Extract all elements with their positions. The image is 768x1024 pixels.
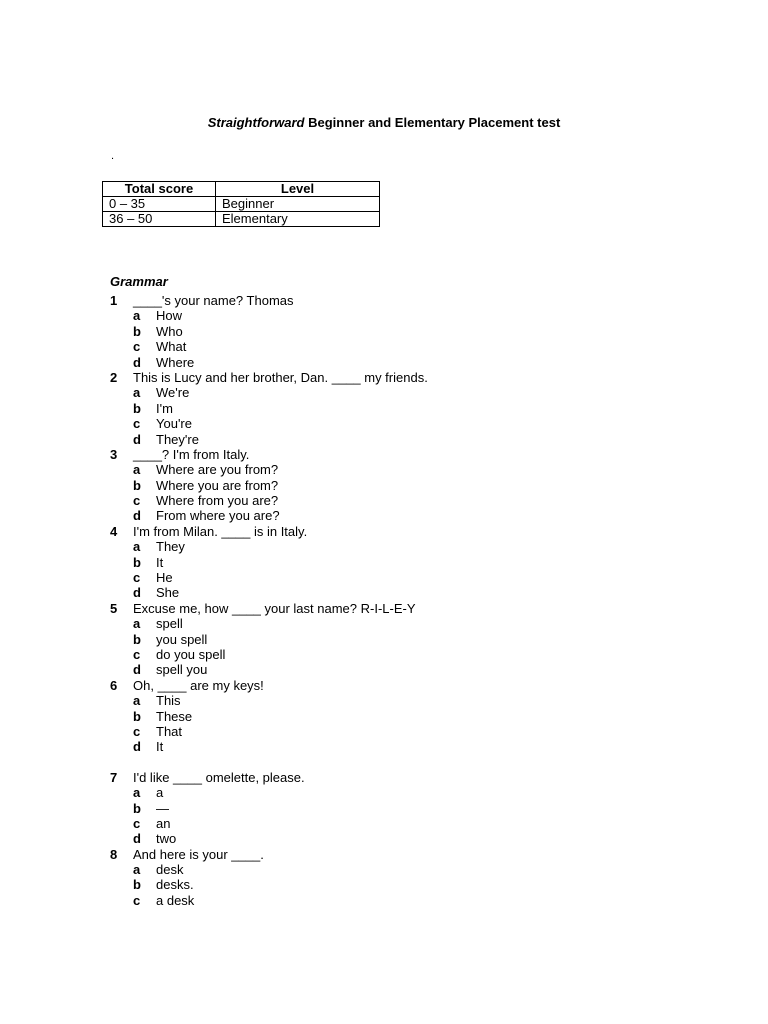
option-text: —	[156, 800, 169, 816]
answer-option	[110, 693, 710, 708]
answer-option	[110, 585, 710, 600]
option-letter: a	[133, 385, 141, 401]
option-text: It	[156, 554, 164, 570]
option-text: They	[156, 539, 185, 555]
question-item	[110, 601, 710, 678]
option-text: That	[156, 723, 183, 739]
option-letter: c	[133, 339, 141, 355]
question-text: Excuse me, how ____ your last name? R-I-L-E-Y	[133, 600, 416, 616]
option-letter: c	[133, 646, 141, 662]
answer-option	[110, 539, 710, 554]
table-row	[103, 212, 380, 227]
question-item	[110, 447, 710, 524]
option-text: She	[156, 585, 180, 601]
question-row	[110, 847, 710, 862]
option-letter: b	[133, 554, 141, 570]
option-text: We're	[156, 385, 190, 401]
option-letter: b	[133, 631, 141, 647]
answer-option	[110, 739, 710, 754]
answer-option	[110, 339, 710, 354]
question-row	[110, 678, 710, 693]
option-letter: b	[133, 477, 141, 493]
answer-option	[110, 616, 710, 631]
answer-option	[110, 493, 710, 508]
option-text: you spell	[156, 631, 208, 647]
option-letter: c	[133, 570, 141, 586]
question-item	[110, 370, 710, 447]
option-letter: b	[133, 877, 141, 893]
option-text: They're	[156, 431, 199, 447]
question-number: 3	[110, 446, 118, 462]
section-heading-grammar: Grammar	[110, 274, 168, 289]
document-title	[0, 115, 768, 130]
answer-option	[110, 355, 710, 370]
answer-option	[110, 724, 710, 739]
answer-option	[110, 478, 710, 493]
answer-option	[110, 324, 710, 339]
option-text: desk	[156, 862, 184, 878]
option-letter: c	[133, 892, 141, 908]
option-letter: b	[133, 708, 141, 724]
option-letter: a	[133, 308, 141, 324]
question-row	[110, 370, 710, 385]
answer-option	[110, 308, 710, 323]
question-item	[110, 678, 710, 755]
option-letter: b	[133, 323, 141, 339]
question-number: 2	[110, 369, 118, 385]
option-letter: c	[133, 815, 141, 831]
title-italic: Straightforward	[207, 115, 305, 130]
option-letter: a	[133, 462, 141, 478]
score-range: 36 – 50	[103, 212, 216, 227]
question-number: 5	[110, 600, 118, 616]
answer-option	[110, 862, 710, 877]
option-letter: a	[133, 785, 141, 801]
option-text: Where are you from?	[156, 462, 279, 478]
answer-option	[110, 416, 710, 431]
question-number: 8	[110, 846, 118, 862]
level-name: Beginner	[216, 197, 380, 212]
option-text: How	[156, 308, 183, 324]
stray-dot: .	[111, 150, 115, 162]
answer-option	[110, 555, 710, 570]
level-name: Elementary	[216, 212, 380, 227]
option-letter: a	[133, 539, 141, 555]
answer-option	[110, 570, 710, 585]
header-level: Level	[216, 182, 380, 197]
answer-option	[110, 385, 710, 400]
option-text: desks.	[156, 877, 194, 893]
option-letter: d	[133, 354, 141, 370]
question-row	[110, 770, 710, 785]
question-text: I'd like ____ omelette, please.	[133, 769, 305, 785]
question-number: 6	[110, 677, 118, 693]
option-letter: a	[133, 616, 141, 632]
question-row	[110, 601, 710, 616]
option-text: two	[156, 831, 177, 847]
option-letter: a	[133, 862, 141, 878]
question-text: This is Lucy and her brother, Dan. ____ my friends.	[133, 369, 428, 385]
question-row	[110, 447, 710, 462]
option-text: spell	[156, 616, 183, 632]
option-text: I'm	[156, 400, 173, 416]
header-total-score: Total score	[103, 182, 216, 197]
option-text: Who	[156, 323, 183, 339]
answer-option	[110, 508, 710, 523]
option-letter: a	[133, 693, 141, 709]
question-row	[110, 524, 710, 539]
answer-option	[110, 401, 710, 416]
option-letter: c	[133, 723, 141, 739]
question-number: 7	[110, 769, 118, 785]
answer-option	[110, 632, 710, 647]
option-text: do you spell	[156, 646, 226, 662]
option-letter: b	[133, 800, 141, 816]
score-range: 0 – 35	[103, 197, 216, 212]
answer-option	[110, 709, 710, 724]
answer-option	[110, 893, 710, 908]
option-letter: d	[133, 662, 141, 678]
title-rest: Beginner and Elementary Placement test	[304, 115, 561, 130]
option-text: These	[156, 708, 193, 724]
answer-option	[110, 647, 710, 662]
option-text: You're	[156, 416, 192, 432]
answer-option	[110, 662, 710, 677]
option-text: an	[156, 815, 171, 831]
answer-option	[110, 462, 710, 477]
option-text: a desk	[156, 892, 195, 908]
option-letter: d	[133, 585, 141, 601]
question-text: I'm from Milan. ____ is in Italy.	[133, 523, 308, 539]
option-letter: d	[133, 739, 141, 755]
answer-option	[110, 432, 710, 447]
question-number: 4	[110, 523, 118, 539]
option-letter: c	[133, 493, 141, 509]
option-text: a	[156, 785, 164, 801]
question-item	[110, 293, 710, 370]
option-letter: b	[133, 400, 141, 416]
answer-option	[110, 831, 710, 846]
answer-option	[110, 785, 710, 800]
question-text: Oh, ____ are my keys!	[133, 677, 264, 693]
option-letter: d	[133, 508, 141, 524]
question-text: ____'s your name? Thomas	[133, 293, 294, 308]
option-text: spell you	[156, 662, 208, 678]
option-text: Where	[156, 354, 195, 370]
question-row	[110, 293, 710, 308]
option-letter: c	[133, 416, 141, 432]
answer-option	[110, 877, 710, 892]
question-text: ____? I'm from Italy.	[133, 446, 250, 462]
option-text: What	[156, 339, 187, 355]
question-number: 1	[110, 293, 118, 308]
option-text: This	[156, 693, 181, 709]
table-row	[103, 197, 380, 212]
question-item	[110, 524, 710, 601]
option-text: He	[156, 570, 173, 586]
option-text: It	[156, 739, 164, 755]
answer-option	[110, 801, 710, 816]
score-table	[102, 181, 380, 227]
question-text: And here is your ____.	[133, 846, 264, 862]
option-letter: d	[133, 431, 141, 447]
answer-option	[110, 816, 710, 831]
question-list	[110, 293, 710, 908]
option-letter: d	[133, 831, 141, 847]
question-item	[110, 770, 710, 847]
question-item	[110, 847, 710, 909]
option-text: From where you are?	[156, 508, 280, 524]
option-text: Where you are from?	[156, 477, 279, 493]
option-text: Where from you are?	[156, 493, 279, 509]
